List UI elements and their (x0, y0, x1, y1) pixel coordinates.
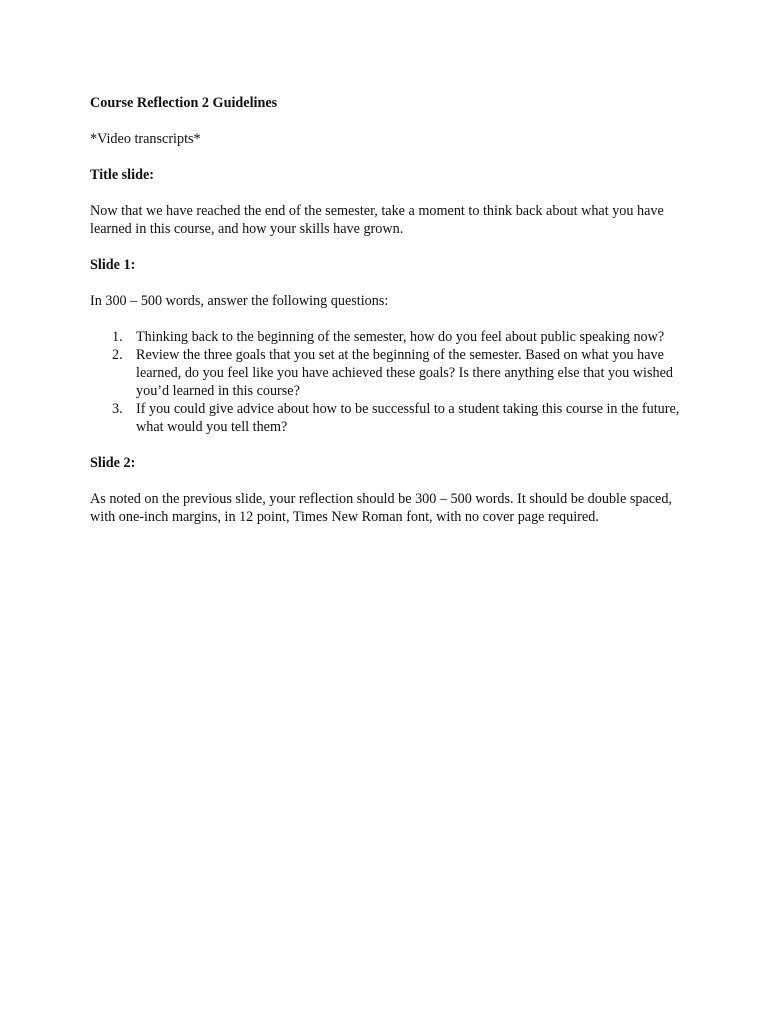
document-page (90, 94, 680, 544)
question-text: Thinking back to the beginning of the semester, how do you feel about public speaking now? (136, 329, 665, 345)
question-list (90, 328, 680, 436)
question-item (90, 346, 680, 400)
slide2-heading: Slide 2: (90, 455, 136, 471)
question-number: 1. (112, 329, 123, 345)
document-subtitle: *Video transcripts* (90, 131, 201, 147)
slide1-heading: Slide 1: (90, 257, 136, 273)
question-text: If you could give advice about how to be successful to a student taking this course in the future, what would you tell them? (136, 401, 680, 435)
document-title: Course Reflection 2 Guidelines (90, 95, 278, 111)
title-slide-body: Now that we have reached the end of the semester, take a moment to think back about what you have learned in this course, and how your skills have grown. (90, 203, 664, 237)
slide2-body: As noted on the previous slide, your reflection should be 300 – 500 words. It should be double spaced, with one-inch margins, in 12 point, Times New Roman font, with no cover page required. (90, 491, 672, 525)
question-item (90, 328, 680, 346)
question-number: 3. (112, 401, 123, 417)
question-number: 2. (112, 347, 123, 363)
slide1-intro: In 300 – 500 words, answer the following questions: (90, 293, 389, 309)
question-text: Review the three goals that you set at the beginning of the semester. Based on what you have learned, do you feel like you have achieved these goals? Is there anything else that you wished you’d learned in this course? (136, 347, 673, 399)
question-item (90, 400, 680, 436)
title-slide-heading: Title slide: (90, 167, 154, 183)
